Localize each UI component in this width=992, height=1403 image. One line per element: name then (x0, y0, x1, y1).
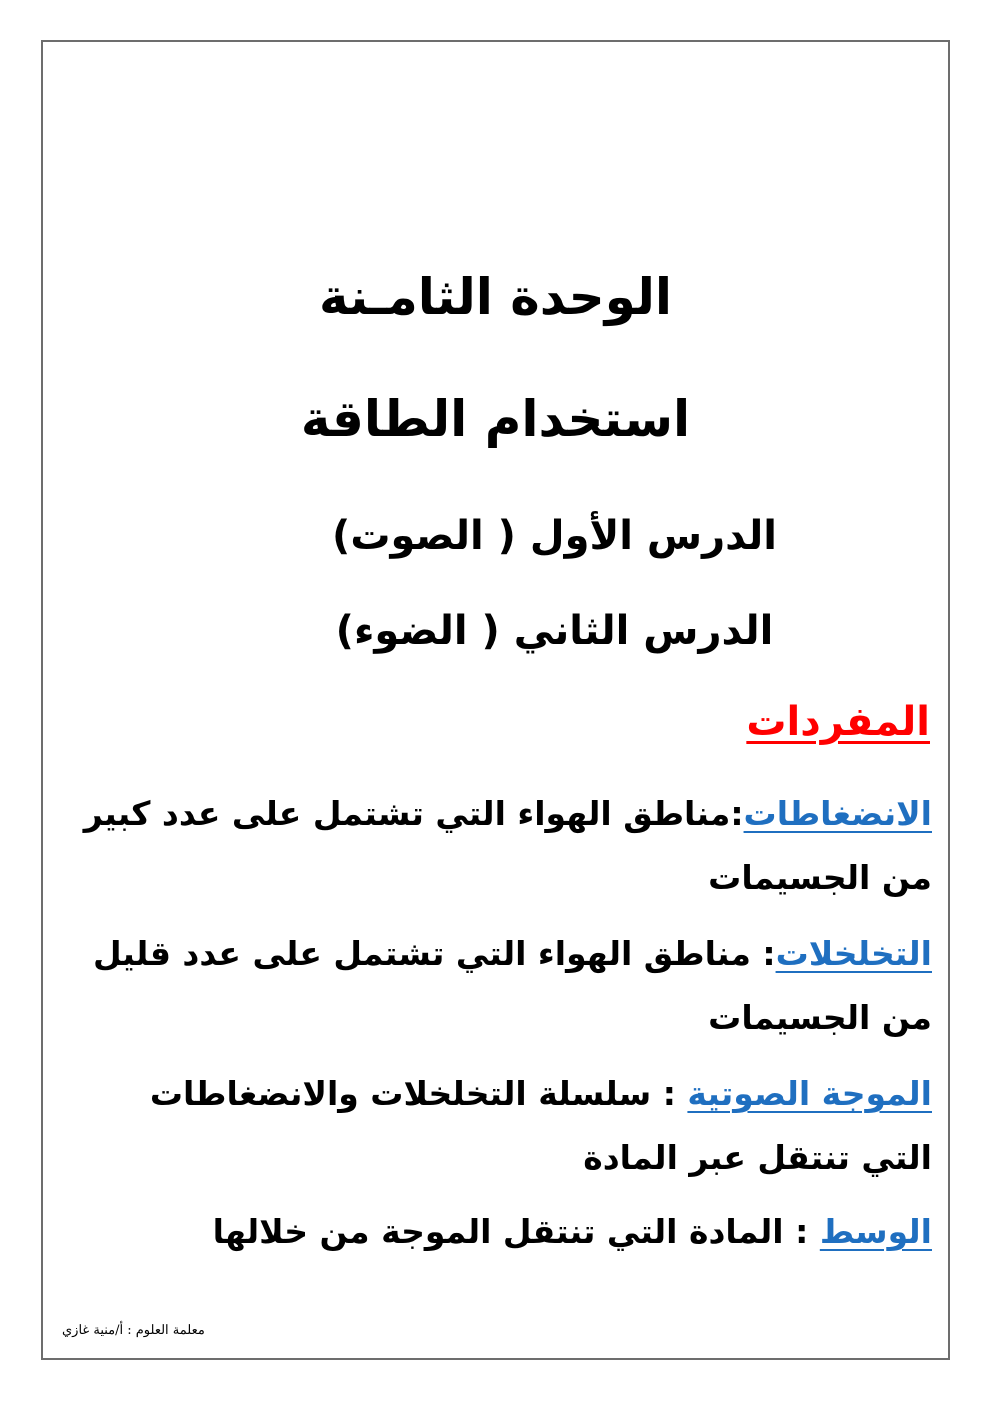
vocabulary-item (76, 922, 932, 1050)
unit-subtitle: استخدام الطاقة (300, 390, 691, 448)
lesson-2-title: الدرس الثاني ( الضوء) (335, 608, 774, 654)
lesson-1-title: الدرس الأول ( الصوت) (332, 513, 777, 559)
vocabulary-item (76, 1062, 932, 1190)
vocabulary-definition: مناطق الهواء التي تشتمل على عدد كبير من الجسيمات (83, 794, 932, 897)
vocabulary-definition: مناطق الهواء التي تشتمل على عدد قليل من الجسيمات (92, 934, 932, 1037)
vocabulary-item (76, 782, 932, 910)
term-separator: : (651, 1074, 688, 1113)
vocabulary-definition: المادة التي تنتقل الموجة من خلالها (212, 1212, 784, 1251)
term-separator: : (783, 1212, 820, 1251)
vocabulary-term: التخلخلات (775, 934, 932, 973)
vocabulary-definition: سلسلة التخلخلات والانضغاطات التي تنتقل عبر المادة (149, 1074, 932, 1177)
teacher-credit: معلمة العلوم : أ/منية غازي (62, 1323, 205, 1338)
vocabulary-item (76, 1200, 932, 1264)
term-separator: : (750, 934, 776, 973)
vocabulary-term: الموجة الصوتية (687, 1074, 932, 1113)
term-separator: : (730, 794, 744, 833)
vocabulary-term: الانضغاطات (743, 794, 932, 833)
vocabulary-heading: المفردات (746, 699, 930, 745)
unit-title: الوحدة الثامـنة (319, 268, 672, 326)
vocabulary-term: الوسط (819, 1212, 932, 1251)
